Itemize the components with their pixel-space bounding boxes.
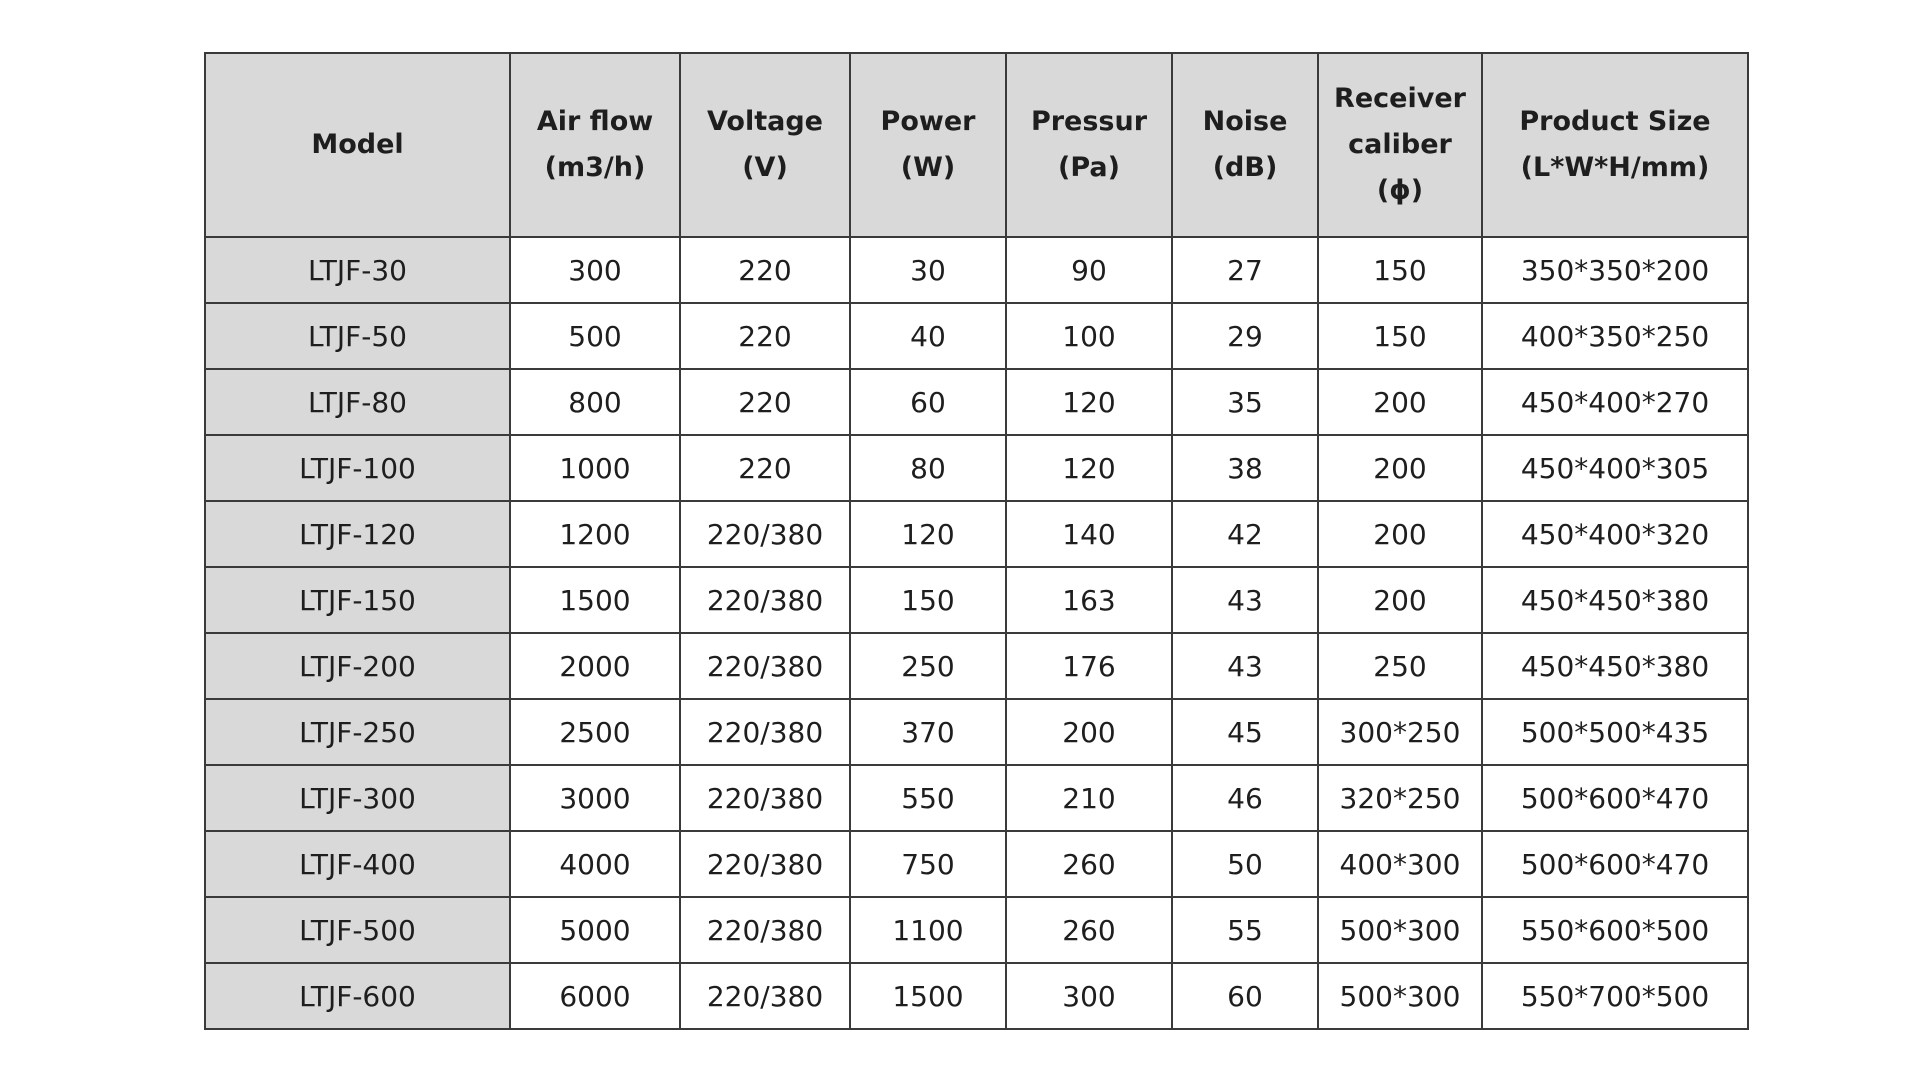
product-size-cell: 350*350*200	[1482, 237, 1748, 303]
air-flow-cell: 2000	[510, 633, 680, 699]
table-row	[205, 303, 1748, 369]
power-cell: 30	[850, 237, 1006, 303]
power-cell: 60	[850, 369, 1006, 435]
product-size-cell: 550*600*500	[1482, 897, 1748, 963]
receiver-caliber-cell: 320*250	[1318, 765, 1482, 831]
voltage-cell: 220	[680, 303, 850, 369]
header-pressure	[1006, 53, 1172, 237]
model-cell: LTJF-600	[205, 963, 510, 1029]
noise-cell: 45	[1172, 699, 1318, 765]
noise-cell: 60	[1172, 963, 1318, 1029]
noise-cell: 43	[1172, 567, 1318, 633]
power-cell: 80	[850, 435, 1006, 501]
header-line: Power	[880, 106, 976, 137]
header-noise	[1172, 53, 1318, 237]
receiver-caliber-cell: 250	[1318, 633, 1482, 699]
header-line: Air flow	[536, 106, 654, 137]
pressure-cell: 260	[1006, 831, 1172, 897]
receiver-caliber-cell: 200	[1318, 435, 1482, 501]
voltage-cell: 220/380	[680, 501, 850, 567]
air-flow-cell: 500	[510, 303, 680, 369]
model-cell: LTJF-250	[205, 699, 510, 765]
table-row	[205, 765, 1748, 831]
header-line: (dB)	[1212, 152, 1278, 183]
header-line: (L*W*H/mm)	[1520, 152, 1710, 183]
header-line: caliber	[1348, 129, 1452, 160]
noise-cell: 46	[1172, 765, 1318, 831]
model-cell: LTJF-500	[205, 897, 510, 963]
noise-cell: 50	[1172, 831, 1318, 897]
air-flow-cell: 1000	[510, 435, 680, 501]
header-line: Voltage	[707, 106, 823, 137]
power-cell: 40	[850, 303, 1006, 369]
header-line: (m3/h)	[544, 152, 646, 183]
power-cell: 250	[850, 633, 1006, 699]
noise-cell: 27	[1172, 237, 1318, 303]
spec-table	[204, 52, 1749, 1030]
receiver-caliber-cell: 150	[1318, 303, 1482, 369]
pressure-cell: 120	[1006, 435, 1172, 501]
table-row	[205, 831, 1748, 897]
model-cell: LTJF-30	[205, 237, 510, 303]
header-receiver-caliber	[1318, 53, 1482, 237]
product-size-cell: 400*350*250	[1482, 303, 1748, 369]
table-row	[205, 237, 1748, 303]
air-flow-cell: 6000	[510, 963, 680, 1029]
product-size-cell: 450*450*380	[1482, 567, 1748, 633]
noise-cell: 55	[1172, 897, 1318, 963]
header-model	[205, 53, 510, 237]
air-flow-cell: 1500	[510, 567, 680, 633]
noise-cell: 29	[1172, 303, 1318, 369]
power-cell: 370	[850, 699, 1006, 765]
pressure-cell: 200	[1006, 699, 1172, 765]
product-size-cell: 500*600*470	[1482, 765, 1748, 831]
receiver-caliber-cell: 400*300	[1318, 831, 1482, 897]
header-line: Product Size	[1519, 106, 1711, 137]
product-size-cell: 500*500*435	[1482, 699, 1748, 765]
table-header-row	[205, 53, 1748, 237]
voltage-cell: 220	[680, 237, 850, 303]
voltage-cell: 220/380	[680, 765, 850, 831]
table-row	[205, 567, 1748, 633]
header-line: (V)	[742, 152, 788, 183]
table-row	[205, 435, 1748, 501]
model-cell: LTJF-150	[205, 567, 510, 633]
pressure-cell: 163	[1006, 567, 1172, 633]
header-line: Receiver	[1334, 83, 1466, 114]
model-cell: LTJF-50	[205, 303, 510, 369]
receiver-caliber-cell: 300*250	[1318, 699, 1482, 765]
noise-cell: 43	[1172, 633, 1318, 699]
product-size-cell: 450*450*380	[1482, 633, 1748, 699]
table-row	[205, 633, 1748, 699]
air-flow-cell: 1200	[510, 501, 680, 567]
header-line: Noise	[1202, 106, 1288, 137]
power-cell: 120	[850, 501, 1006, 567]
voltage-cell: 220/380	[680, 699, 850, 765]
header-voltage	[680, 53, 850, 237]
power-cell: 750	[850, 831, 1006, 897]
model-cell: LTJF-100	[205, 435, 510, 501]
power-cell: 1500	[850, 963, 1006, 1029]
pressure-cell: 100	[1006, 303, 1172, 369]
product-size-cell: 500*600*470	[1482, 831, 1748, 897]
model-cell: LTJF-400	[205, 831, 510, 897]
pressure-cell: 90	[1006, 237, 1172, 303]
receiver-caliber-cell: 200	[1318, 369, 1482, 435]
noise-cell: 42	[1172, 501, 1318, 567]
power-cell: 150	[850, 567, 1006, 633]
header-product-size	[1482, 53, 1748, 237]
pressure-cell: 210	[1006, 765, 1172, 831]
receiver-caliber-cell: 500*300	[1318, 897, 1482, 963]
receiver-caliber-cell: 200	[1318, 567, 1482, 633]
table-row	[205, 963, 1748, 1029]
voltage-cell: 220/380	[680, 897, 850, 963]
model-cell: LTJF-120	[205, 501, 510, 567]
voltage-cell: 220/380	[680, 831, 850, 897]
header-line: (Pa)	[1058, 152, 1120, 183]
header-line: Model	[311, 129, 404, 160]
table-body	[205, 237, 1748, 1029]
air-flow-cell: 5000	[510, 897, 680, 963]
table-row	[205, 897, 1748, 963]
air-flow-cell: 800	[510, 369, 680, 435]
air-flow-cell: 4000	[510, 831, 680, 897]
model-cell: LTJF-200	[205, 633, 510, 699]
header-air-flow	[510, 53, 680, 237]
voltage-cell: 220/380	[680, 567, 850, 633]
model-cell: LTJF-80	[205, 369, 510, 435]
table-row	[205, 699, 1748, 765]
product-size-cell: 450*400*320	[1482, 501, 1748, 567]
voltage-cell: 220/380	[680, 633, 850, 699]
product-size-cell: 450*400*305	[1482, 435, 1748, 501]
model-cell: LTJF-300	[205, 765, 510, 831]
header-line: Pressur	[1030, 106, 1148, 137]
table-row	[205, 369, 1748, 435]
power-cell: 1100	[850, 897, 1006, 963]
product-size-cell: 550*700*500	[1482, 963, 1748, 1029]
voltage-cell: 220/380	[680, 963, 850, 1029]
pressure-cell: 300	[1006, 963, 1172, 1029]
receiver-caliber-cell: 500*300	[1318, 963, 1482, 1029]
air-flow-cell: 300	[510, 237, 680, 303]
pressure-cell: 260	[1006, 897, 1172, 963]
product-size-cell: 450*400*270	[1482, 369, 1748, 435]
table-row	[205, 501, 1748, 567]
header-line: (W)	[900, 152, 956, 183]
power-cell: 550	[850, 765, 1006, 831]
voltage-cell: 220	[680, 435, 850, 501]
air-flow-cell: 2500	[510, 699, 680, 765]
header-line: (ϕ)	[1376, 175, 1424, 206]
noise-cell: 35	[1172, 369, 1318, 435]
pressure-cell: 140	[1006, 501, 1172, 567]
air-flow-cell: 3000	[510, 765, 680, 831]
receiver-caliber-cell: 200	[1318, 501, 1482, 567]
pressure-cell: 176	[1006, 633, 1172, 699]
receiver-caliber-cell: 150	[1318, 237, 1482, 303]
pressure-cell: 120	[1006, 369, 1172, 435]
voltage-cell: 220	[680, 369, 850, 435]
header-power	[850, 53, 1006, 237]
noise-cell: 38	[1172, 435, 1318, 501]
